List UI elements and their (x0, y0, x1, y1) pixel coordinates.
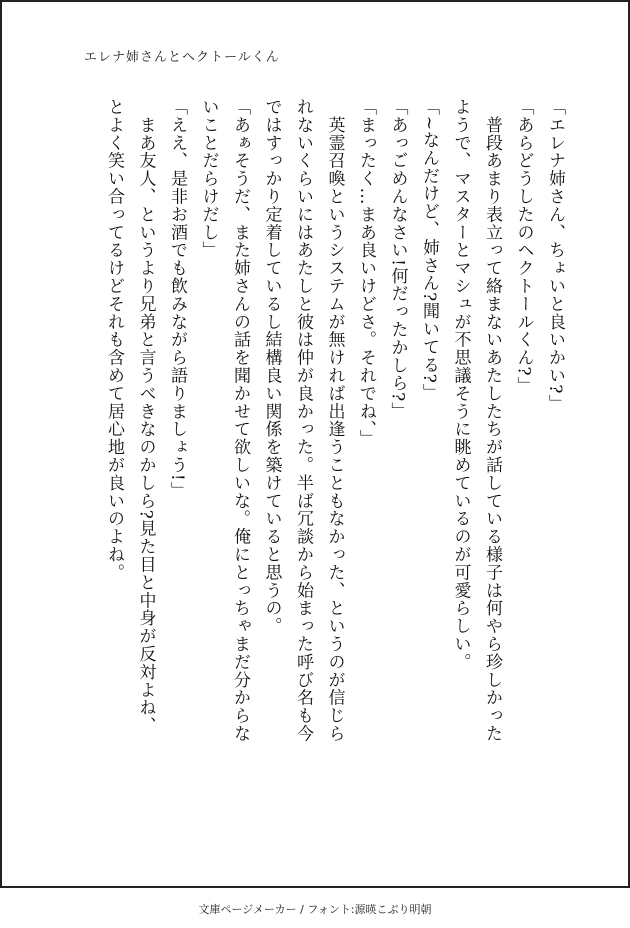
body-line: 「まったく…まあ良いけどさ。それでね、」 (356, 98, 376, 448)
body-text (98, 98, 571, 818)
body-line: いことだらけだし」 (198, 98, 219, 260)
body-line: 「ええ、是非お酒でも飲みながら語りましょう!」 (167, 98, 187, 500)
body-line: 「あらどうしたのヘクトールくん?」 (513, 98, 534, 395)
body-line: れないくらいにはあたしと彼は仲が良かった。半ば冗談から始まった呼び名も今 (293, 98, 313, 743)
body-line: とよく笑い合ってるけどそれも含めて居心地が良いのよね。 (104, 98, 124, 582)
body-line: 「エレナ姉さん、ちょいと良いかい?」 (545, 98, 565, 413)
body-line: ではすっかり定着しているし結構良い関係を築けていると思うの。 (261, 98, 282, 635)
body-line: 「あぁそうだ、また姉さんの話を聞かせて欲しいな。俺にとっちゃまだ分からな (230, 98, 250, 743)
body-line: 英霊召喚というシステムが無ければ出逢うこともなかった、というのが信じら (324, 98, 345, 743)
body-line: ようで、マスターとマシュが不思議そうに眺めているのが可愛らしい。 (450, 98, 471, 671)
page-title: エレナ姉さんとヘクトールくん (84, 50, 280, 65)
footer-credit: 文庫ページメーカー / フォント:源暎こぶり明朝 (198, 903, 432, 916)
body-line: まあ友人、というより兄弟と言うべきなのかしら?見た目と中身が反対よね、 (135, 98, 156, 735)
body-line: 普段あまり表立って絡まないあたしたちが話している様子は何やら珍しかった (482, 98, 502, 743)
body-line: 「~なんだけど、姉さん?聞いてる?」 (419, 98, 439, 402)
body-line: 「あっごめんなさい!何だったかしら?」 (387, 98, 408, 421)
